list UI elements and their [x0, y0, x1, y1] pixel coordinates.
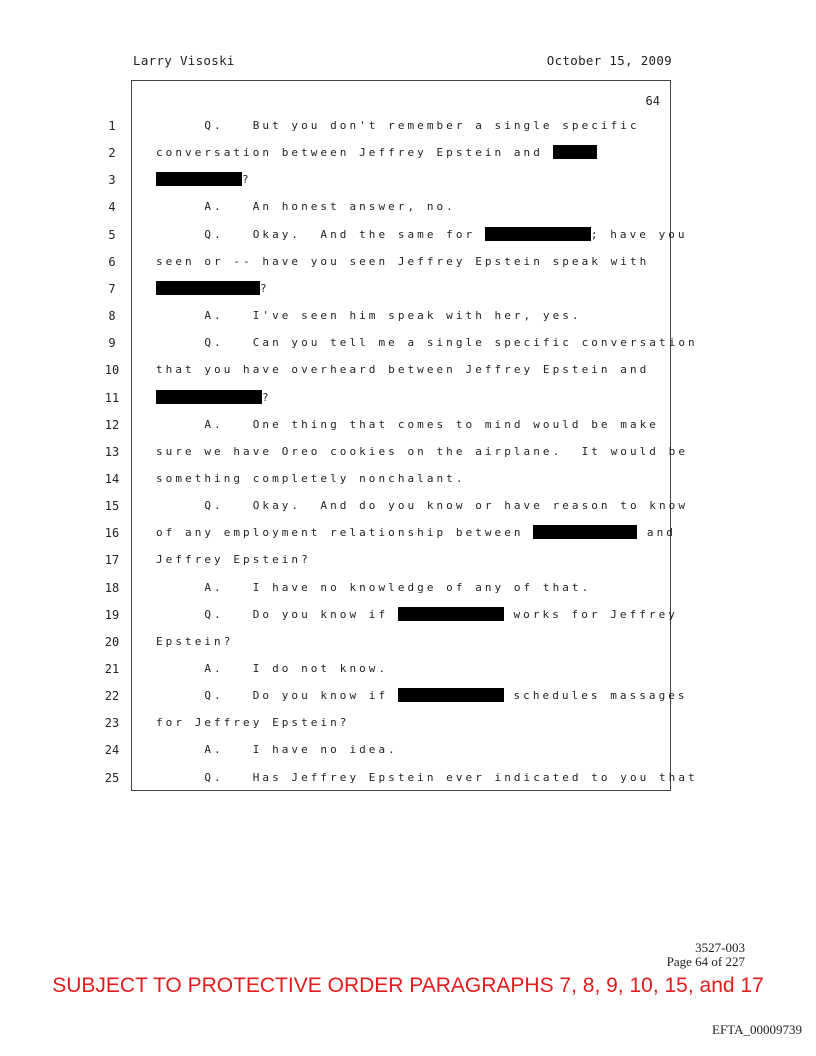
line-text: A. One thing that comes to mind would be make — [156, 417, 659, 431]
line-text: A. I do not know. — [156, 662, 389, 675]
transcript-line — [156, 145, 656, 161]
line-number: 18 — [104, 580, 120, 595]
transcript-line — [156, 254, 656, 270]
line-text: ? — [260, 281, 270, 295]
line-text: and — [637, 526, 676, 540]
line-text: schedules massages — [503, 689, 688, 703]
line-number: 14 — [104, 471, 120, 486]
bates-number: EFTA_00009739 — [712, 1022, 802, 1037]
transcript-line — [156, 172, 656, 188]
line-number: 13 — [104, 444, 120, 459]
transcript-line — [156, 688, 688, 704]
transcript-line — [156, 444, 688, 460]
line-text: Q. Do you know if — [156, 607, 398, 621]
line-number: 15 — [104, 499, 120, 514]
line-text: seen or -- have you seen Jeffrey Epstein speak with — [156, 254, 650, 268]
line-text: of any employment relationship between — [156, 526, 534, 540]
line-number: 3 — [108, 173, 116, 188]
page-of-total: Page 64 of 227 — [666, 954, 745, 969]
redaction-bar — [156, 281, 260, 295]
line-text: A. I have no idea. — [156, 743, 398, 757]
line-number: 6 — [108, 254, 116, 269]
line-text: Q. But you don't remember a single specific — [156, 119, 640, 132]
transcript-line — [156, 525, 676, 541]
line-number: 20 — [104, 634, 120, 649]
transcript-page — [104, 80, 698, 791]
line-text: Q. Okay. And the same for — [156, 227, 485, 241]
line-number: 16 — [104, 526, 120, 541]
transcript-line — [156, 770, 698, 786]
line-number: 4 — [108, 200, 116, 215]
transcript-line — [156, 417, 659, 433]
line-text: sure we have Oreo cookies on the airplane. It would be — [156, 444, 688, 458]
line-number: 8 — [108, 309, 116, 324]
line-text: conversation between Jeffrey Epstein and — [156, 146, 553, 160]
line-number: 25 — [104, 770, 120, 785]
transcript-line — [156, 281, 656, 297]
line-text: that you have overheard between Jeffrey Epstein and — [156, 363, 650, 377]
redaction-bar — [533, 525, 637, 539]
line-number: 2 — [108, 146, 116, 161]
line-text: Q. Has Jeffrey Epstein ever indicated to you that — [156, 770, 698, 784]
transcript-line — [156, 335, 698, 351]
transcript-line — [156, 199, 656, 215]
line-text: Q. Do you know if — [156, 689, 398, 703]
transcript-line — [156, 227, 688, 243]
line-text: ? — [262, 390, 272, 404]
transcript-line — [156, 634, 656, 650]
line-number: 10 — [104, 363, 120, 378]
transcript-line — [156, 607, 678, 623]
line-text: Epstein? — [156, 634, 234, 648]
line-text: A. An honest answer, no. — [156, 200, 456, 214]
line-number: 19 — [104, 607, 120, 622]
line-text: works for Jeffrey — [503, 607, 678, 621]
transcript-line — [156, 362, 656, 378]
line-number: 5 — [108, 227, 116, 242]
deposition-date: October 15, 2009 — [546, 53, 672, 68]
line-text: something completely nonchalant. — [156, 471, 466, 485]
line-number: 24 — [104, 743, 120, 758]
transcript-line — [156, 580, 656, 596]
transcript-line — [156, 308, 656, 324]
transcript-line — [156, 552, 656, 568]
line-number: 17 — [104, 553, 120, 568]
redaction-bar — [553, 145, 597, 159]
redaction-bar — [398, 688, 504, 702]
line-text: Q. Okay. And do you know or have reason to know — [156, 499, 688, 513]
document-number: 3527-003 — [695, 940, 745, 955]
line-text: Jeffrey Epstein? — [156, 553, 311, 567]
transcript-line — [156, 118, 656, 134]
transcript-line — [156, 390, 656, 406]
line-text: Q. Can you tell me a single specific conversation — [156, 336, 698, 350]
transcript-page-number: 64 — [645, 94, 660, 108]
transcript-line — [156, 715, 656, 731]
witness-name: Larry Visoski — [133, 53, 235, 68]
redaction-bar — [156, 172, 242, 186]
transcript-lines — [104, 81, 698, 790]
redaction-bar — [156, 390, 262, 404]
line-number: 1 — [108, 119, 116, 133]
transcript-line — [156, 471, 656, 487]
line-number: 12 — [104, 417, 120, 432]
line-number: 7 — [108, 281, 116, 296]
line-number: 9 — [108, 336, 116, 351]
line-text: for Jeffrey Epstein? — [156, 716, 350, 730]
line-text: A. I've seen him speak with her, yes. — [156, 309, 582, 323]
redaction-bar — [485, 227, 591, 241]
line-number: 22 — [104, 689, 120, 704]
protective-order-notice: SUBJECT TO PROTECTIVE ORDER PARAGRAPHS 7, 8, 9, 10, 15, and 17 — [52, 974, 764, 997]
line-text: ; have you — [590, 227, 688, 241]
line-number: 11 — [104, 390, 120, 405]
redaction-bar — [398, 607, 504, 621]
transcript-line — [156, 661, 656, 677]
transcript-line — [156, 742, 656, 758]
line-number: 21 — [104, 662, 120, 676]
line-text: A. I have no knowledge of any of that. — [156, 580, 592, 594]
transcript-line — [156, 498, 688, 514]
line-number: 23 — [104, 716, 120, 731]
line-text: ? — [242, 173, 252, 187]
